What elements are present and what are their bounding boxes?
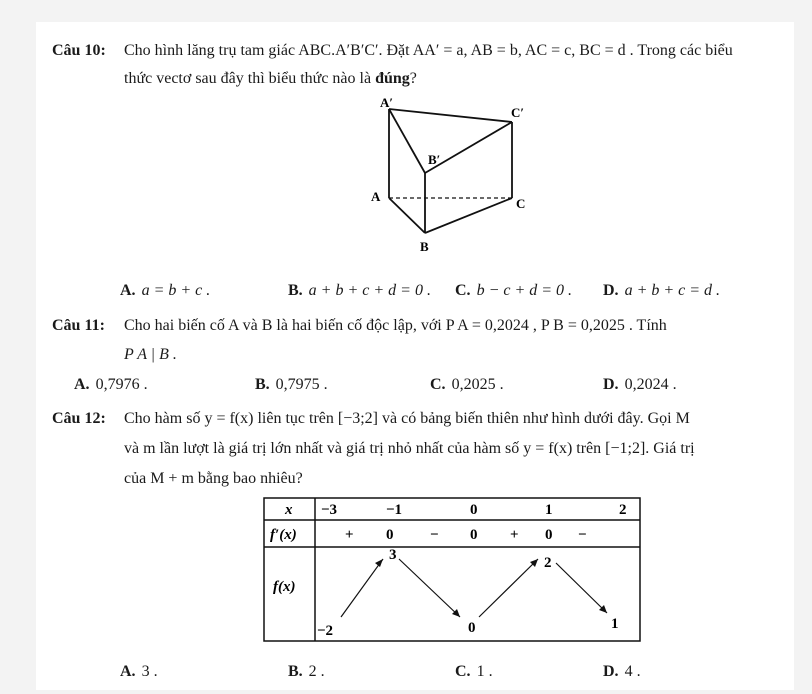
option-key: D.	[603, 376, 619, 393]
derivative-sign: 0	[545, 527, 553, 543]
edge-a1-b1	[389, 109, 425, 173]
q12-option-b[interactable]	[288, 662, 325, 682]
vertex-a1-label: A′	[380, 95, 394, 110]
edge-a1-c1	[389, 109, 512, 122]
q10-emphasis: đúng	[375, 70, 410, 87]
option-key: A.	[120, 282, 136, 299]
option-key: C.	[455, 282, 471, 299]
variation-table	[263, 497, 641, 642]
q12-line2: và m lần lượt là giá trị lớn nhất và giá trị nhỏ nhất của hàm số y = f(x) trên [−1;2]. Giá trị	[124, 440, 695, 457]
q11-option-c[interactable]	[430, 375, 504, 395]
derivative-sign: 0	[470, 527, 478, 543]
q10-line2	[124, 69, 417, 89]
derivative-sign: −	[578, 527, 587, 543]
q11-option-d[interactable]	[603, 375, 677, 395]
derivative-sign: 0	[386, 527, 394, 543]
option-key: B.	[255, 376, 270, 393]
f-value: 3	[389, 547, 397, 563]
vertex-b1-label: B′	[428, 152, 441, 167]
option-expr: a + b + c + d = 0 .	[308, 282, 431, 299]
option-expr: 0,7975 .	[275, 376, 328, 393]
x-value: 0	[470, 502, 478, 518]
derivative-sign: +	[510, 527, 519, 543]
q10-line2-end: ?	[409, 70, 417, 87]
option-key: D.	[603, 282, 619, 299]
q10-option-a[interactable]	[120, 281, 210, 301]
row-x-header: x	[285, 502, 293, 518]
q10-label: Câu 10:	[52, 42, 106, 59]
option-expr: b − c + d = 0 .	[476, 282, 573, 299]
q12-line1: Cho hàm số y = f(x) liên tục trên [−3;2] và có bảng biến thiên như hình dưới đây. Gọi M	[124, 410, 690, 427]
q12-option-d[interactable]	[603, 662, 641, 682]
q10-line1: Cho hình lăng trụ tam giác ABC.A′B′C′. Đặt AA′ = a, AB = b, AC = c, BC = d . Trong các biểu	[124, 42, 733, 59]
x-value: −3	[321, 502, 338, 518]
derivative-sign: +	[345, 527, 354, 543]
option-key: D.	[603, 663, 619, 680]
q10-option-d[interactable]	[603, 281, 720, 301]
option-expr: 3 .	[141, 663, 158, 680]
q12-option-c[interactable]	[455, 662, 493, 682]
option-expr: 1 .	[476, 663, 493, 680]
q10-line2-text: thức vectơ sau đây thì biểu thức nào là	[124, 70, 376, 87]
option-key: C.	[455, 663, 471, 680]
q11-option-b[interactable]	[255, 375, 328, 395]
option-expr: 0,2025 .	[451, 376, 504, 393]
edge-a-b	[389, 198, 425, 233]
q12-line3: của M + m bằng bao nhiêu?	[124, 470, 303, 487]
x-value: 1	[545, 502, 553, 518]
vertex-c-label: C	[516, 196, 526, 211]
option-expr: 4 .	[624, 663, 641, 680]
option-key: A.	[120, 663, 136, 680]
option-key: B.	[288, 663, 303, 680]
vertex-a-label: A	[371, 189, 381, 204]
vertex-c1-label: C′	[511, 105, 525, 120]
q10-option-b[interactable]	[288, 281, 431, 301]
option-expr: a = b + c .	[141, 282, 211, 299]
f-value: −2	[317, 623, 334, 639]
q11-option-a[interactable]	[74, 375, 148, 395]
option-key: A.	[74, 376, 90, 393]
f-value: 0	[468, 620, 476, 636]
q11-line2: P A | B .	[124, 346, 177, 363]
prism-figure	[360, 95, 550, 255]
q11-label: Câu 11:	[52, 317, 105, 334]
q12-option-a[interactable]	[120, 662, 158, 682]
option-key: B.	[288, 282, 303, 299]
f-value: 1	[611, 616, 619, 632]
option-expr: 2 .	[308, 663, 325, 680]
q12-label: Câu 12:	[52, 410, 106, 427]
q10-option-c[interactable]	[455, 281, 572, 301]
option-key: C.	[430, 376, 446, 393]
row-f-header: f(x)	[273, 579, 296, 595]
edge-b-c	[425, 198, 512, 233]
f-value: 2	[544, 555, 552, 571]
q11-line1: Cho hai biến cố A và B là hai biến cố độc lập, với P A = 0,2024 , P B = 0,2025 . Tính	[124, 317, 667, 334]
option-expr: 0,7976 .	[95, 376, 148, 393]
x-value: 2	[619, 502, 627, 518]
option-expr: a + b + c = d .	[624, 282, 721, 299]
derivative-sign: −	[430, 527, 439, 543]
vertex-b-label: B	[420, 239, 429, 254]
option-expr: 0,2024 .	[624, 376, 677, 393]
x-value: −1	[386, 502, 403, 518]
row-fprime-header: f′(x)	[270, 527, 297, 543]
